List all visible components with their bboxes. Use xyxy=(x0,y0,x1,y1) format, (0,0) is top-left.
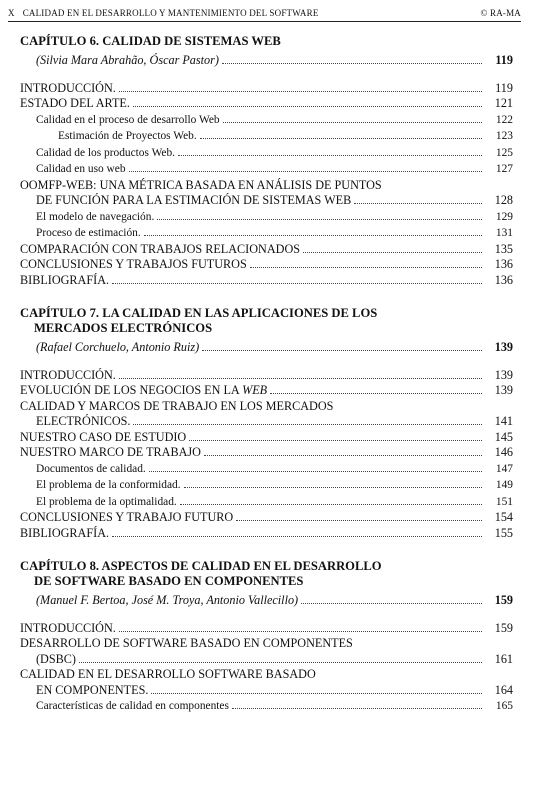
chapter-7 xyxy=(20,306,513,541)
toc-entry[interactable]: DE FUNCIÓN PARA LA ESTIMACIÓN DE SISTEMAS WEB 128 xyxy=(36,193,513,207)
page-roman-numeral: X xyxy=(8,8,15,18)
toc-entry[interactable]: NUESTRO CASO DE ESTUDIO 145 xyxy=(20,429,513,444)
toc-entry[interactable]: CONCLUSIONES Y TRABAJO FUTURO 154 xyxy=(20,510,513,524)
chapter-6 xyxy=(20,34,513,288)
chapter-title: CAPÍTULO 8. ASPECTOS DE CALIDAD EN EL DESARROLLO DE SOFTWARE BASADO EN COMPONENTES xyxy=(20,559,382,588)
toc-entry[interactable]: (DSBC) 161 xyxy=(36,651,513,666)
toc-entry[interactable]: EN COMPONENTES. 164 xyxy=(36,682,513,697)
chapter-8 xyxy=(20,559,513,715)
toc-entry[interactable]: El problema de la conformidad. 149 xyxy=(36,479,513,491)
toc-entry[interactable]: Características de calidad en componentes 165 xyxy=(36,700,513,712)
running-header xyxy=(8,8,521,22)
toc-entry[interactable]: Calidad de los productos Web. 125 xyxy=(36,146,513,159)
toc-entry[interactable]: Documentos de calidad. 147 xyxy=(36,462,513,475)
chapter-authors: (Silvia Mara Abrahão, Óscar Pastor) 119 xyxy=(36,53,513,67)
toc-entry[interactable]: COMPARACIÓN CON TRABAJOS RELACIONADOS 135 xyxy=(20,241,513,256)
toc-entry[interactable]: INTRODUCCIÓN. 139 xyxy=(20,367,513,382)
table-of-contents xyxy=(20,34,513,733)
chapter-title: CAPÍTULO 7. LA CALIDAD EN LAS APLICACIONES DE LOS MERCADOS ELECTRÓNICOS xyxy=(20,306,378,335)
toc-entry[interactable]: Calidad en el proceso de desarrollo Web 122 xyxy=(36,113,513,126)
toc-entry[interactable]: Estimación de Proyectos Web. 123 xyxy=(58,130,513,142)
toc-entry[interactable]: EVOLUCIÓN DE LOS NEGOCIOS EN LA WEB 139 xyxy=(20,383,513,397)
chapter-title: CAPÍTULO 6. CALIDAD DE SISTEMAS WEB xyxy=(20,34,281,48)
toc-entry[interactable]: ELECTRÓNICOS. 141 xyxy=(36,414,513,428)
toc-entry[interactable]: Calidad en uso web 127 xyxy=(36,163,513,175)
toc-entry[interactable]: INTRODUCCIÓN. 159 xyxy=(20,620,513,635)
toc-entry-line1[interactable]: CALIDAD EN EL DESARROLLO SOFTWARE BASADO xyxy=(20,667,316,681)
toc-entry-line1[interactable]: OOMFP-WEB: UNA MÉTRICA BASADA EN ANÁLISIS DE PUNTOS xyxy=(20,177,382,192)
toc-entry[interactable]: NUESTRO MARCO DE TRABAJO 146 xyxy=(20,445,513,459)
chapter-authors: (Manuel F. Bertoa, José M. Troya, Antonio Vallecillo) 159 xyxy=(36,593,513,607)
toc-entry[interactable]: El problema de la optimalidad. 151 xyxy=(36,495,513,508)
toc-entry[interactable]: CONCLUSIONES Y TRABAJOS FUTUROS 136 xyxy=(20,257,513,271)
toc-entry[interactable]: Proceso de estimación. 131 xyxy=(36,227,513,239)
toc-entry-line1[interactable]: DESARROLLO DE SOFTWARE BASADO EN COMPONENTES xyxy=(20,636,353,650)
publisher-mark: © RA-MA xyxy=(480,8,521,18)
toc-entry[interactable]: El modelo de navegación. 129 xyxy=(36,210,513,223)
chapter-authors: (Rafael Corchuelo, Antonio Ruiz) 139 xyxy=(36,340,513,354)
toc-entry[interactable]: BIBLIOGRAFÍA. 155 xyxy=(20,525,513,540)
book-title: CALIDAD EN EL DESARROLLO Y MANTENIMIENTO DEL SOFTWARE xyxy=(22,8,319,18)
toc-entry[interactable]: INTRODUCCIÓN. 119 xyxy=(20,80,513,95)
toc-entry[interactable]: BIBLIOGRAFÍA. 136 xyxy=(20,272,513,287)
toc-entry-line1[interactable]: CALIDAD Y MARCOS DE TRABAJO EN LOS MERCADOS xyxy=(20,398,334,413)
toc-entry[interactable]: ESTADO DEL ARTE. 121 xyxy=(20,96,513,110)
